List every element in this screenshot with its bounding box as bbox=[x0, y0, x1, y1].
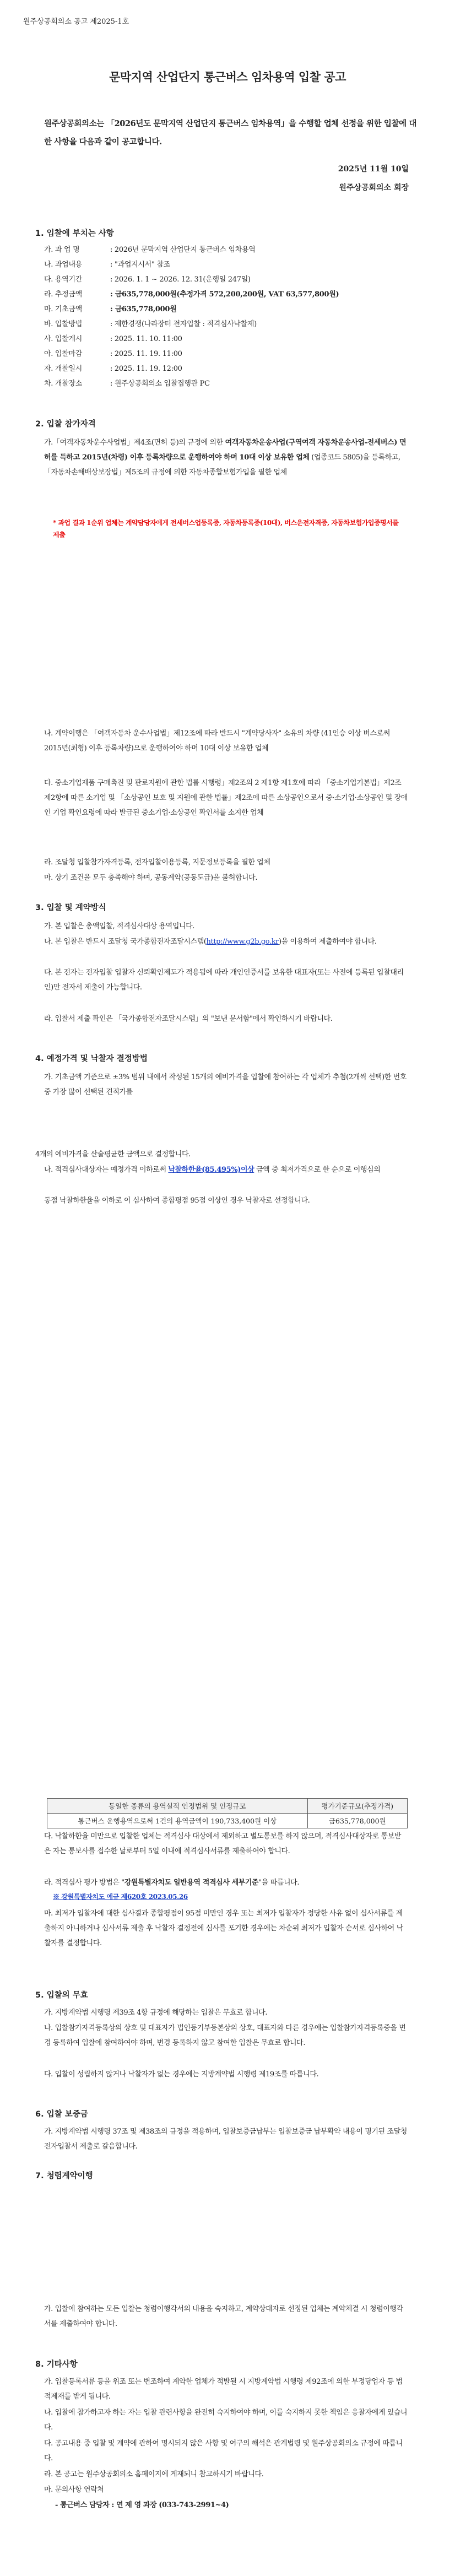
notice-sender: 원주상공회의소 회장 bbox=[339, 183, 409, 192]
section-8-item-e: 마. 문의사항 연락처 bbox=[44, 2486, 104, 2494]
section-2-item-b: 나. 계약이행은 「여객자동차 운수사업법」제12조에 따라 반드시 "계약당사자" 소유의 차량 (41인승 이상 버스로써 2015년(최형) 이후 등록차량)으로 운행하여야 하며 10대 이상 보유한 업체 bbox=[44, 729, 390, 753]
criteria-table bbox=[47, 1798, 408, 1828]
section-1-row-key: 바. 입찰방법 bbox=[44, 320, 82, 328]
notice-date: 2025년 11월 10일 bbox=[338, 165, 409, 174]
s2-p1a: 가.「여객자동차운수사업법」제4조(면허 등)의 규정에 의한 bbox=[44, 439, 225, 447]
section-1-row-value: : 2026년 문막지역 산업단지 통근버스 임차용역 bbox=[110, 246, 256, 254]
section-5-item-b: 나. 입찰참가자격등록상의 상호 및 대표자가 법인등기부등본상의 상호, 대표자와 다른 경우에는 입찰참가자격등록증을 변경 등록하여 입찰에 참여하여야 하며, 변경 등록하지 않고 참여한 입찰은 무효로 합니다. bbox=[44, 2024, 406, 2047]
section-1-row-value: : "과업지시서" 참조 bbox=[110, 261, 170, 269]
section-1-row bbox=[44, 303, 176, 313]
section-6-item-a: 가. 지방계약법 시행령 37조 및 제38조의 규정을 적용하며, 입찰보증금납부는 입찰보증금 납부확약 내용이 명기된 조달청 전자입찰서 제출로 갈음합니다. bbox=[44, 2128, 407, 2151]
section-1-row-value: : 2025. 11. 10. 11:00 bbox=[110, 335, 182, 343]
s4-p3c: "을 따릅니다. bbox=[258, 1879, 300, 1887]
section-4-item-b bbox=[44, 1162, 408, 1177]
section-8-item-c: 다. 공고내용 중 입찰 및 계약에 관하여 명시되지 않은 사항 및 여구의 해석은 관계법령 및 원주상공회의소 규정에 따릅니다. bbox=[44, 2439, 403, 2463]
section-2-red-note: * 과업 결과 1순위 업체는 계약담당자에게 전세버스업등록증, 자동차등록증(10대), 버스운전자격증, 자동차보험가입증명서를 제출 bbox=[53, 519, 399, 539]
section-4-item-d bbox=[44, 1875, 408, 1890]
section-1-row bbox=[44, 288, 339, 299]
s4-p1d: 금액 중 최저가격으로 한 순으로 이행심의 bbox=[254, 1166, 381, 1174]
section-3-item-d: 라. 입찰서 제출 확인은 「국가종합전자조달시스템」의 "보낸 문서함"에서 확인하시기 바랍니다. bbox=[44, 1015, 333, 1023]
section-5-item-a: 가. 지방계약법 시행령 제39조 4항 규정에 해당하는 입찰은 무효로 합니다. bbox=[44, 2009, 268, 2017]
section-1-row-value: : 2025. 11. 19. 11:00 bbox=[110, 350, 182, 358]
notice-intro: 원주상공회의소는 「2026년도 문막지역 산업단지 통근버스 임차용역」을 수행할 업체 선정을 위한 입찰에 대한 사항을 다음과 같이 공고합니다. bbox=[44, 119, 416, 147]
section-1-row-value: : 2025. 11. 19. 12:00 bbox=[110, 365, 182, 373]
section-8-heading: 8. 기타사항 bbox=[35, 2360, 78, 2369]
section-1-row-value: : 원주상공회의소 입찰집행관 PC bbox=[110, 380, 210, 388]
section-4-avg: 4개의 예비가격을 산술평균한 금액으로 결정합니다. bbox=[35, 1150, 191, 1159]
s4-lower-limit: 낙찰하한율(85.495%)이상 bbox=[168, 1166, 254, 1174]
s3-p2a: 나. 본 입찰은 반드시 조달청 국가종합전자조달시스템( bbox=[44, 938, 207, 946]
section-3-item-c: 다. 본 전자는 전자입찰 입찰자 신뢰확인제도가 적용됨에 따라 개인인증서를 보유한 대표자(또는 사전에 등록된 입찰대리인)만 전자서 제출이 가능합니다. bbox=[44, 968, 404, 992]
section-1-row-value: : 금635,778,000원 bbox=[110, 305, 177, 313]
notice-title: 문막지역 산업단지 통근버스 임차용역 입찰 공고 bbox=[109, 71, 346, 84]
section-1-row-value: : 2026. 1. 1 ~ 2026. 12. 31(운행일 247일) bbox=[110, 275, 251, 284]
section-5-heading: 5. 입찰의 무효 bbox=[35, 1991, 88, 2000]
section-1-row-key: 나. 과업내용 bbox=[44, 261, 82, 269]
section-4-item-a bbox=[44, 1070, 408, 1100]
section-1-heading: 1. 입찰에 부치는 사항 bbox=[35, 229, 114, 238]
section-1-row-value: : 제한경쟁(나라장터 전자입찰 : 적격심사낙찰제) bbox=[110, 320, 257, 328]
section-8-item-a: 가. 입찰등록서류 등을 위조 또는 변조하여 계약한 업체가 적발될 시 지방계약법 시행령 제92조에 의한 부정당업자 등 법적제재를 받게 됩니다. bbox=[44, 2378, 403, 2401]
section-1-row bbox=[44, 258, 170, 269]
section-1-row-key: 아. 입찰마감 bbox=[44, 350, 82, 358]
section-3-item-b bbox=[44, 934, 408, 949]
section-1-row-key: 가. 과 업 명 bbox=[44, 246, 80, 254]
section-4-item-b2: 동점 낙찰하한율을 이하로 이 심사하여 종합평점 95점 이상인 경우 낙찰자로 선정합니다. bbox=[44, 1197, 310, 1205]
section-8-contact: - 통근버스 담당자 : 연 제 영 과장 (033-743-2991~4) bbox=[55, 2501, 229, 2509]
s4-p1c: 나. 적격심사대상자는 예정가격 이하로써 bbox=[44, 1166, 169, 1174]
section-1-row bbox=[44, 348, 182, 358]
section-1-row bbox=[44, 243, 256, 254]
s4-p3a: 라. 적격심사 평가 방법은 " bbox=[44, 1879, 124, 1887]
s2-p1b: 여객자동차운송사업(구역여객 자동차운송사업-전세버스) 면허를 득하고 2015년(차령) 이후 등록차량으로 운행하여야 하며 10대 이상 보유한 업체 bbox=[44, 439, 407, 462]
section-1-row-key: 라. 추정금액 bbox=[44, 290, 82, 299]
g2b-link[interactable]: http://www.g2b.go.kr bbox=[206, 938, 279, 946]
section-1-row-key: 자. 개찰일시 bbox=[44, 365, 82, 373]
section-7-heading: 7. 청렴계약이행 bbox=[35, 2172, 93, 2180]
section-4-heading: 4. 예정가격 및 낙찰자 결정방법 bbox=[35, 1054, 148, 1063]
section-1-row-key: 다. 용역기간 bbox=[44, 275, 82, 284]
section-1-row bbox=[44, 377, 210, 388]
section-4-item-e: 마. 최저가 입찰자에 대한 심사결과 종합평점이 95점 미만인 경우 또는 최저가 입찰자가 정당한 사유 없이 심사서류를 제출하지 아니하거나 심사서류 제출 후 낙찰자 결정전에 심사를 포기한 경우에는 차순위 최저가 입찰자 순서로 심사하여 낙찰자를 결정합니다. bbox=[44, 1909, 403, 1947]
s4-p1a: 가. 기초금액 기준으로 ±3% 범위 내에서 작성된 15개의 예비가격을 입찰에 참여하는 각 업체가 추첨(2개씩 선택)한 번호 중 가장 많이 선택된 견적가를 bbox=[44, 1073, 407, 1096]
section-2-heading: 2. 입찰 참가자격 bbox=[35, 420, 96, 429]
s4-p3b: 강원특별자치도 일반용역 적격심사 세부기준 bbox=[124, 1879, 259, 1887]
criteria-header-2: 평가기준규모(추정가격) bbox=[307, 1799, 407, 1814]
section-2-item-d: 라. 조달청 입찰참가자격등록, 전자입찰이용등록, 지문정보등록을 필한 업체 bbox=[44, 858, 270, 867]
section-1-row bbox=[44, 333, 182, 343]
s3-p2b: )을 이용하여 제출하여야 합니다. bbox=[279, 938, 377, 946]
criteria-cell-2: 금635,778,000원 bbox=[307, 1814, 407, 1828]
section-8-item-d: 라. 본 공고는 원주상공회의소 홈페이지에 게재되니 참고하시기 바랍니다. bbox=[44, 2470, 264, 2478]
criteria-cell-1: 통근버스 운행용역으로써 1건의 용역금액이 190,733,400원 이상 bbox=[47, 1814, 308, 1828]
section-1-row-key: 사. 입찰게시 bbox=[44, 335, 82, 343]
section-3-item-a: 가. 본 입찰은 총액입찰, 적격심사대상 용역입니다. bbox=[44, 922, 195, 930]
section-2-item-a bbox=[44, 435, 408, 480]
section-6-heading: 6. 입찰 보증금 bbox=[35, 2110, 88, 2119]
section-1-row-key: 차. 개찰장소 bbox=[44, 380, 82, 388]
section-2-item-e: 마. 상기 조건을 모두 충족해야 하며, 공동계약(공동도급)을 불허합니다. bbox=[44, 874, 258, 882]
s4-regulation-ref: ※ 강원특별자치도 예규 제620호 2023.05.26 bbox=[53, 1893, 188, 1901]
criteria-header-1: 동일한 종류의 용역실적 인정범위 및 인정규모 bbox=[47, 1799, 308, 1814]
section-3-heading: 3. 입찰 및 계약방식 bbox=[35, 903, 106, 912]
s2-p1c: (업종코드 5805)을 등록하고, 「자동차손해배상보장법」제5조의 규정에 의한 자동차종합보험가입을 필한 업체 bbox=[44, 453, 400, 477]
section-1-row-key: 마. 기초금액 bbox=[44, 305, 82, 313]
section-1-row-value: : 금635,778,000원(추정가격 572,200,200원, VAT 63,577,800원) bbox=[110, 290, 339, 299]
section-1-row bbox=[44, 273, 251, 284]
section-7-item-a: 가. 입찰에 참여하는 모든 입찰는 청렴이행각서의 내용을 숙지하고, 계약상대자로 선정된 업체는 계약체결 시 청렴이행각서를 제출하여야 합니다. bbox=[44, 2305, 403, 2328]
section-2-item-c: 다. 중소기업제품 구매촉진 및 판로지원에 관한 법률 시행령」제2조의 2 제1항 제1호에 따라 「중소기업기본법」제2조 제2항에 따른 소기업 및 「소상공인 보호 및 지원에 관한 법률」제2조에 따른 소상공인으로서 중·소기업·소상공인 및 장애인 기업 확인요령에 따라 발급된 중소기업·소상공인 확인서를 소지한 업체 bbox=[44, 779, 408, 817]
notice-reference-number: 원주상공회의소 공고 제2025-1호 bbox=[23, 18, 129, 26]
section-8-item-b: 나. 입찰에 참가하고자 하는 자는 입찰 관련사항을 완전히 숙지하여야 하며, 이를 숙지하지 못한 책임은 응찰자에게 있습니다. bbox=[44, 2409, 408, 2432]
section-1-row bbox=[44, 318, 257, 328]
section-4-regulation bbox=[53, 1890, 416, 1904]
section-4-item-c: 다. 낙찰하한율 미만으로 입찰한 업체는 적격심사 대상에서 제외하고 별도통보를 하지 않으며, 적격심사대상자로 통보받은 자는 통보사를 접수한 날로부터 5일 이내에 적격심사서류를 제출하여야 합니다. bbox=[44, 1832, 401, 1855]
section-5-item-c: 다. 입찰이 성립하지 않거나 낙찰자가 없는 경우에는 지방계약법 시행령 제19조를 따릅니다. bbox=[44, 2070, 319, 2079]
section-1-row bbox=[44, 362, 182, 373]
